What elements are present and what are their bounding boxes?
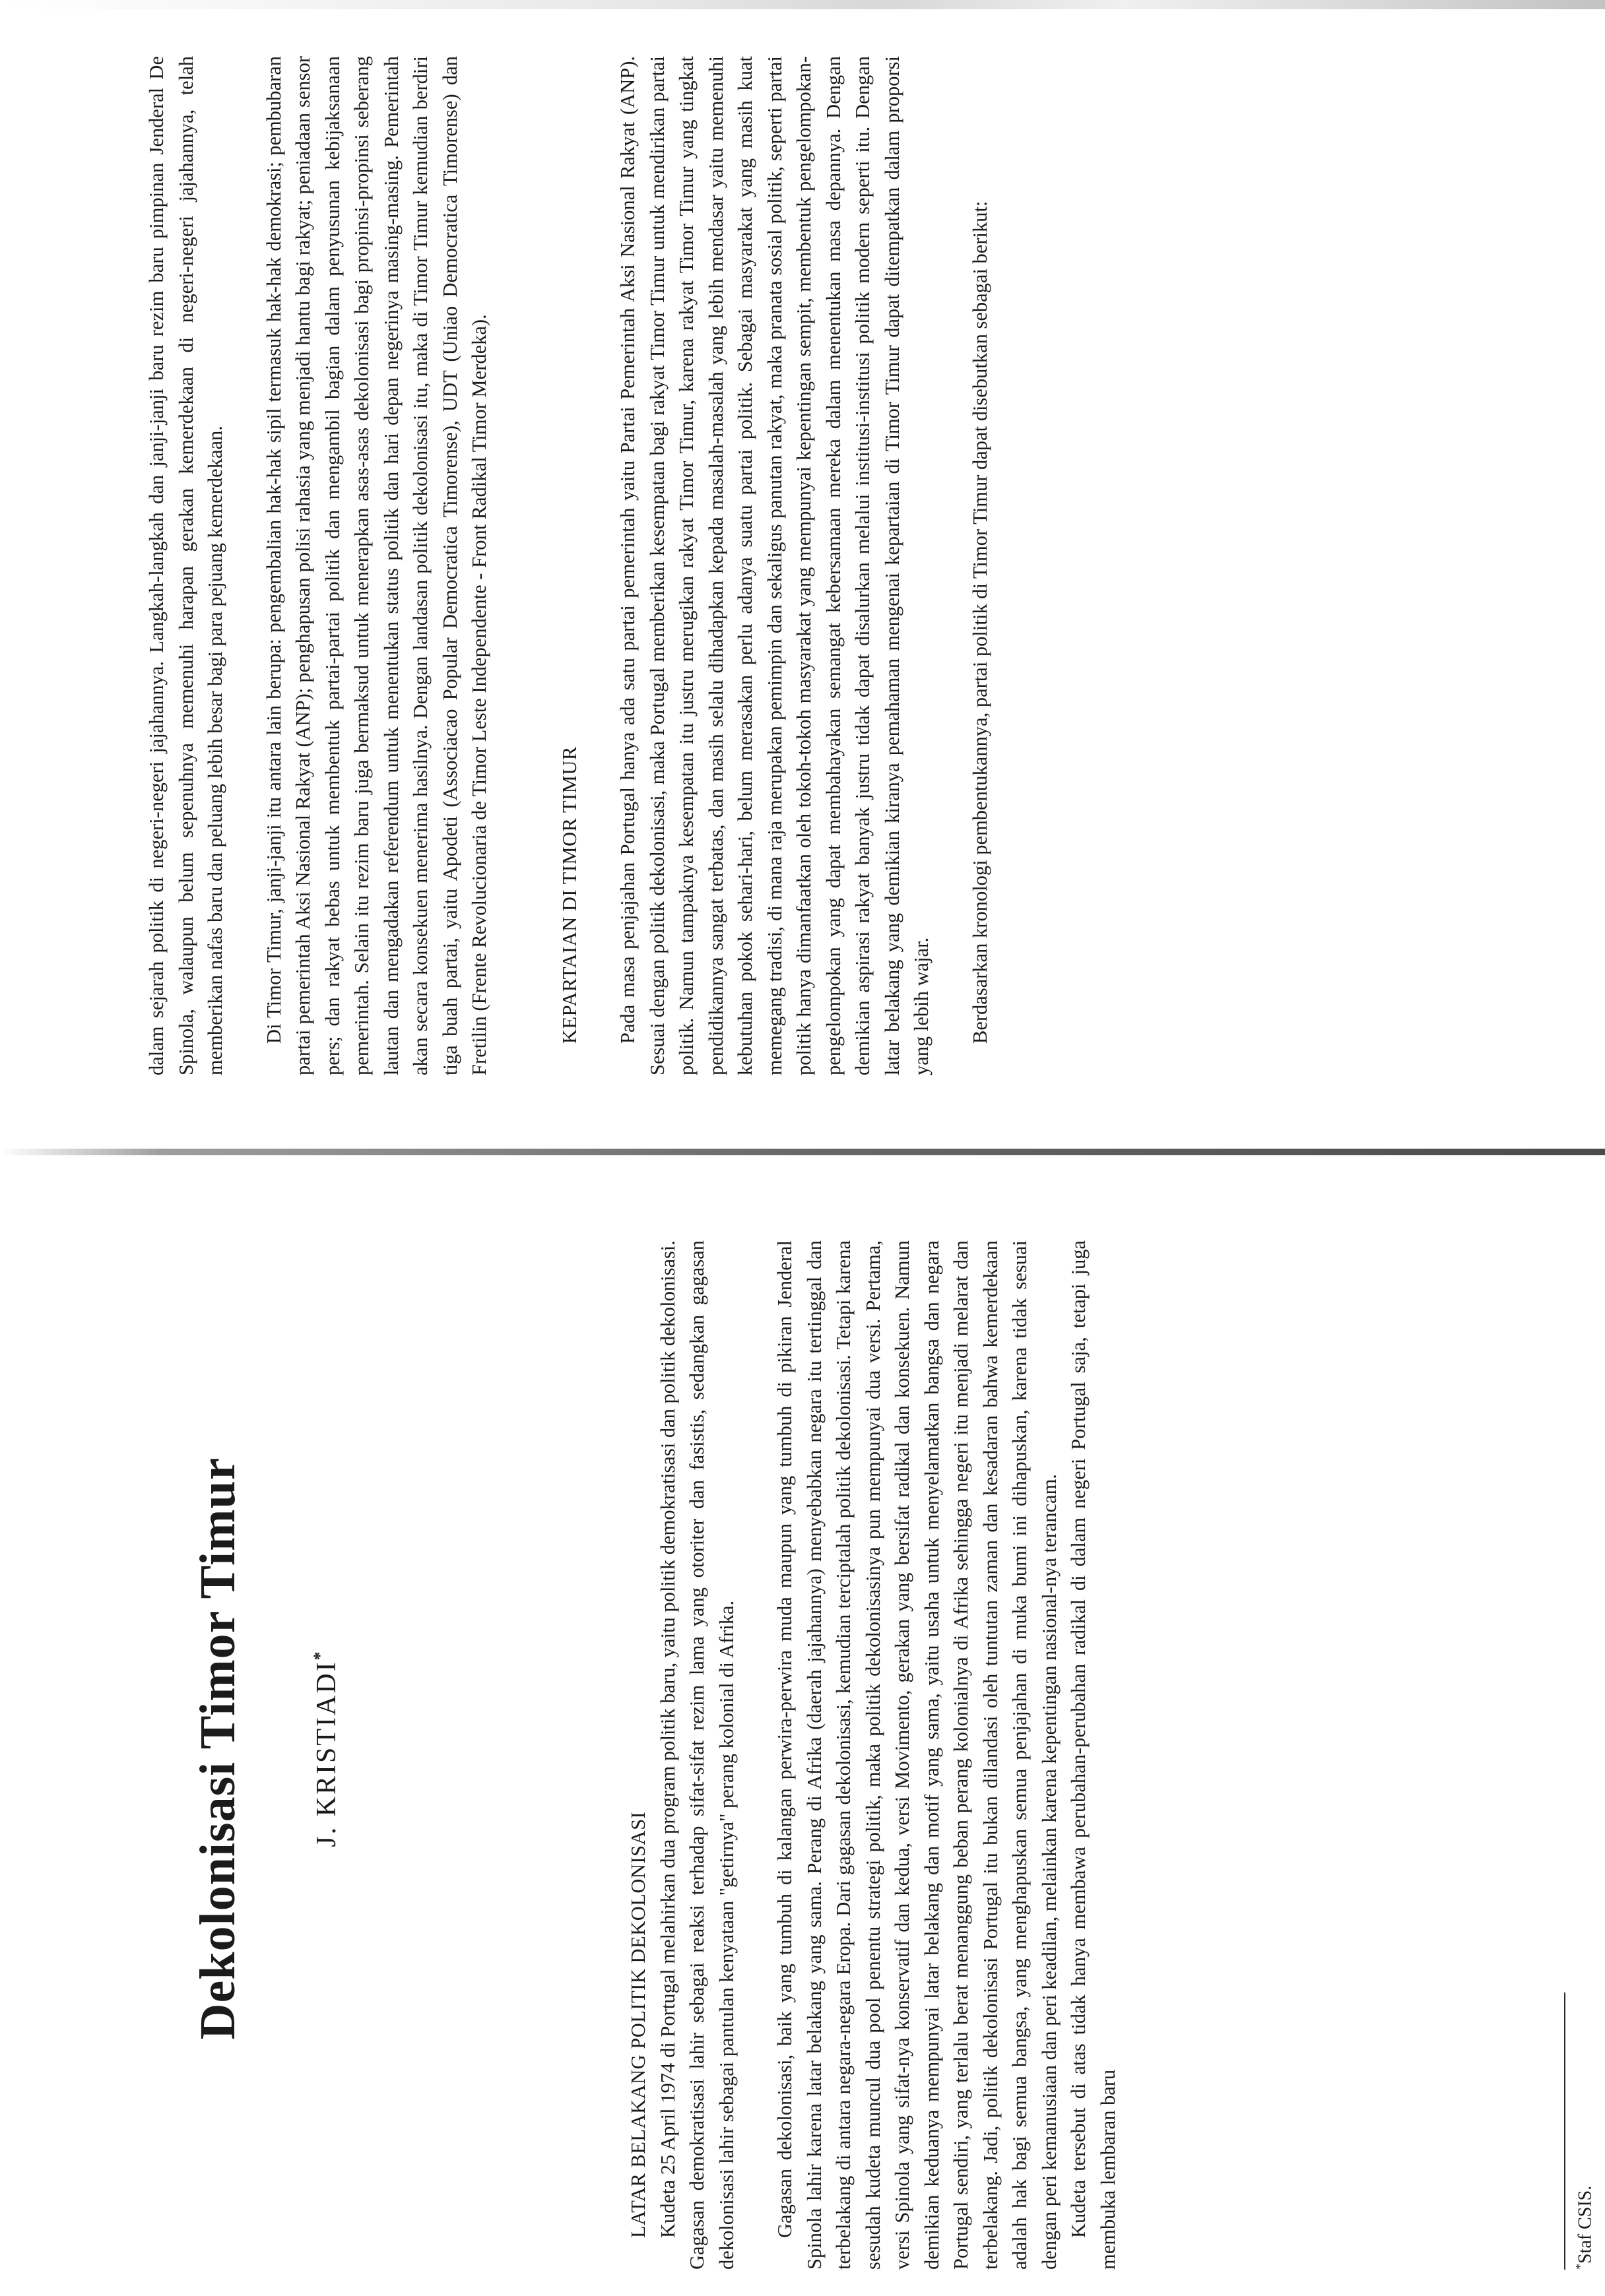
footnote: [1568, 2186, 1597, 2270]
article-title: Dekolonisasi Timor Timur: [190, 1457, 246, 2040]
paragraph-spacer: [230, 56, 259, 1075]
paragraph: Gagasan dekolonisasi, baik yang tumbuh di kalangan perwira-perwira muda maupun yang tumbuh di pikiran Jenderal Spinola lahir karena latar belakang yang sama. Perang di Afrika (daerah jajahannya) menyebabkan negara itu tertinggal dan terbelakang di antara negara-negara Eropa. Dari gagasan dekolonisasi, kemudian terciptalah politik dekolonisasi. Tetapi karena sesudah kudeta muncul dua pool penentu strategi politik, maka politik dekolonisasinya pun mempunyai dua versi. Pertama, versi Spinola yang sifat-nya konservatif dan kedua, versi Movimento, gerakan yang bersifat radikal dan konsekuen. Namun demikian keduanya mempunyai latar belakang dan motif yang sama, yaitu usaha untuk menyelamatkan bangsa dan negara Portugal sendiri, yang terlalu berat menanggung beban perang kolonialnya di Afrika sehingga negeri itu menjadi melarat dan terbelakang. Jadi, politik dekolonisasi Portugal itu bukan dilandasi oleh tuntutan zaman dan kesadaran bahwa kemerdekaan adalah hak bagi semua bangsa, yang menghapuskan semua penjajahan di muka bumi ini dihapuskan, karena tidak sesuai dengan peri kemanusiaan dan peri keadilan, melainkan karena kepentingan nasional-nya terancam.: [773, 1240, 1061, 2270]
paragraph: Berdasarkan kronologi pembentukannya, partai politik di Timor Timur dapat disebutkan sebagai berikut:: [968, 201, 991, 1044]
page-fold-shadow: [0, 1149, 1605, 1155]
footnote-marker: *: [1573, 2264, 1587, 2270]
paragraph: dalam sejarah politik di negeri-negeri jajahannya. Langkah-langkah dan janji-janji baru rezim baru pimpinan Jenderal De Spinola, walaupun belum sepenuhnya memenuhi harapan gerakan kemerdekaan di negeri-negeri jajahannya, telah memberikan nafas baru dan peluang lebih besar bagi para pejuang kemerdekaan.: [145, 56, 226, 1075]
section-heading-kepartaian: KEPARTAIAN DI TIMOR TIMUR: [558, 746, 581, 1044]
paragraph: Kudeta 25 April 1974 di Portugal melahirkan dua program politik baru, yaitu politik demokratisasi dan politik dekolonisasi. Gagasan demokratisasi lahir sebagai reaksi terhadap sifat-sifat rezim lama yang otoriter dan fasistis, sedangkan gagasan dekolonisasi lahir sebagai pantulan kenyataan "getirnya" perang kolonial di Afrika.: [656, 1240, 738, 2270]
author-name: J. KRISTIADI: [311, 1660, 342, 1847]
author-line: [310, 1214, 343, 2283]
section-spacer: [494, 56, 555, 1075]
section-heading-latar-belakang: LATAR BELAKANG POLITIK DEKOLONISASI: [627, 1811, 649, 2238]
footnote-divider: [1564, 1993, 1565, 2270]
paragraph-spacer: [741, 1240, 770, 2270]
paragraph: Kudeta tersebut di atas tidak hanya membawa perubahan-perubahan radikal di dalam negeri Portugal saja, tetapi juga membuka lembaran baru: [1067, 1240, 1119, 2270]
footnote-text: Staf CSIS.: [1575, 2185, 1596, 2264]
article-first-page: [0, 1214, 1605, 2296]
author-footnote-marker: *: [310, 1649, 329, 1661]
paragraph-spacer: [936, 56, 966, 1075]
first-page-text-column: [624, 1240, 1123, 2270]
article-second-page: [0, 0, 1605, 1135]
second-page-text-column: [142, 56, 995, 1075]
paragraph-spacer: [584, 56, 613, 1075]
paragraph: Pada masa penjajahan Portugal hanya ada satu partai pemerintah yaitu Partai Pemerintah Aksi Nasional Rakyat (ANP). Sesuai dengan politik dekolonisasi, maka Portugal memberikan kesempatan bagi rakyat Timor Timur untuk mendirikan partai politik. Namun tampaknya kesempatan itu justru merugikan rakyat Timor Timur, karena rakyat Timor Timur yang tingkat pendidikannya sangat terbatas, dan masih selalu dihadapkan kepada masalah-masalah yang lebih mendasar yaitu memenuhi kebutuhan pokok sehari-hari, belum merasakan perlu adanya suatu partai politik. Sebagai masyarakat yang masih kuat memegang tradisi, di mana raja merupakan pemimpin dan sekaligus panutan rakyat, maka pranata sosial politik, seperti partai politik hanya dimanfaatkan oleh tokoh-tokoh masyarakat yang mempunyai kepentingan sempit, membentuk pengelompokan-pengelompokan yang dapat membahayakan semangat kebersamaan mereka dalam menentukan masa depannya. Dengan demikian aspirasi rakyat banyak justru tidak dapat disalurkan melalui institusi-institusi politik modern seperti itu. Dengan latar belakang yang demikian kiranya pemahaman mengenai kepartaian di Timor Timur dapat ditempatkan dalam proporsi yang lebih wajar.: [616, 56, 933, 1075]
paragraph: Di Timor Timur, janji-janji itu antara lain berupa: pengembalian hak-hak sipil termasuk hak-hak demokrasi; pembubaran partai pemerintah Aksi Nasional Rakyat (ANP); penghapusan polisi rahasia yang menjadi hantu bagi rakyat; peniadaan sensor pers; dan rakyat bebas untuk membentuk partai-partai politik dan mengambil bagian dalam penyusunan kebijaksanaan pemerintah. Selain itu rezim baru juga bermaksud untuk menerapkan asas-asas dekolonisasi bagi propinsi-propinsi seberang lautan dan mengadakan referendum untuk menentukan status politik dan hari depan negerinya masing-masing. Pemerintah akan secara konsekuen menerima hasilnya. Dengan landasan politik dekolonisasi itu, maka di Timor Timur kemudian berdiri tiga buah partai, yaitu Apodeti (Associacao Popular Democratica Timorense), UDT (Uniao Democratica Timorense) dan Fretilin (Frente Revolucionaria de Timor Leste Independente - Front Radikal Timor Merdeka).: [262, 56, 490, 1075]
